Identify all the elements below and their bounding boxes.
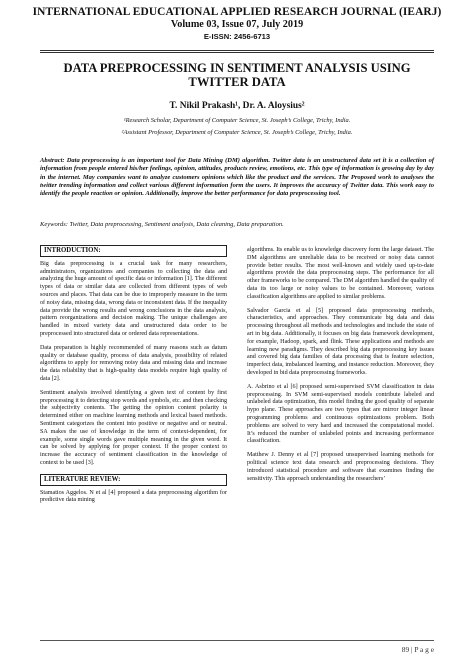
right-column: [247, 247, 434, 489]
paragraph: Data preparation is highly recommended of many reasons such as datum quality or database quality, process of data analysis, possibility of related algorithms to apply for removing noisy data and missing data and increase the data reliability that is high-quality data models require high quality of data [2].: [40, 344, 227, 382]
header-divider: [40, 50, 434, 51]
paragraph: Big data preprocessing is a crucial task for many researchers, administrators, organizations and companies to collecting the data and analyzing the huge amount of specific data or information [1]. The different types of data or similar data are collected from different types of web sources and places. That data can be due to improperly measure in the term of noisy data, missing data, wrong data or inconsistent data. If the inequality data provide the wrong results and wrong conclusions in the data analysis, pattern reorganizations and decision making. The unique challenges are handled in mixed variety data and unstructured data order to be preprocessed into structured data or ordered data representations.: [40, 260, 227, 337]
left-column: [40, 245, 227, 511]
paragraph: Sentiment analysis involved identifying a given text of content by first preprocessing it to detecting stop words and symbols, etc. and then checking the subjectivity contents. The getting the opinion content polarity is determined either on machine learning methods and lexical based methods. Sentiment categorizes the content into positive or negative and or neutral. SA makes the use of knowledge in the term of context-dependent, for example, some single words gave multiple meaning in the given word. It can be solved by applying for proper context. If the proper context to increase the accuracy of sentiment classification in the knowledge of context to be used [3].: [40, 389, 227, 466]
keywords: Keywords: Twitter, Data preprocessing, Sentiment analysis, Data cleaning, Data preparation.: [40, 221, 284, 228]
paragraph: Salvador Garcia et al [5] proposed data preprocessing methods, characteristics, and approaches. They communicate big data and data processing throughout all methods and technologies and include the state of art in big data. Additionally, it focuses on big data framework development, for example, Hadoop, spark, and flink. These applications and methods are learning new paradigms. They described big data preprocessing key issues and covered big data families of data processing that is feature selection, imperfect data, imbalanced learning, and instance reduction. Moreover, they developed in bid data preprocessing frameworks.: [247, 307, 434, 376]
literature-review-heading: LITERATURE REVIEW:: [40, 474, 227, 486]
paper-title: DATA PREPROCESSING IN SENTIMENT ANALYSIS USING TWITTER DATA: [63, 61, 411, 89]
journal-issue: Volume 03, Issue 07, July 2019: [170, 19, 304, 30]
paragraph: Matthew J. Denny et al [7] proposed unsupervised learning methods for political science text data research and preprocessing decisions. They introduced statistical procedure and software that examines finding the sensitivity. This approach understanding the researchers’: [247, 452, 434, 482]
paragraph: algorithms. Its enable us to knowledge discovery form the large dataset. The DM algorithms are unreliable data to be received or noisy data cannot provide better results. The most well-known and widely used up-to-date algorithms provide the data preprocessing steps. The performance for all other frameworks to be compared. The DM algorithm handled the quality of data its too large or noisy values to be contained. Moreover, various classification algorithms are applied to similar problems.: [247, 247, 434, 300]
paragraph: A. Asbrino et al [6] proposed semi-supervised SVM classification in data preprocessing. In SVM semi-supervised models contribute labeled and unlabeled data optimization, this model finding the good quality of separate hypo plane. These approaches are two types that are mirror integer linear programming problems and continuous optimizations problem. Both problems are solved to very hard and increased the computational model. It’s reduced the number of unlabeled points and increasing performance classification.: [247, 383, 434, 445]
journal-header: [0, 6, 474, 41]
affiliation-1: ¹Research Scholar, Department of Computer Science, St. Joseph’s College, Trichy, India.: [123, 117, 351, 124]
paper-authors: T. Nikil Prakash¹, Dr. A. Aloysius²: [169, 101, 305, 111]
abstract: Abstract: Data preprocessing is an important tool for Data Mining (DM) algorithm. Twitter data is an unstructured data set it is a collection of information from people entered his/her feelings, opinion, attitudes, products review, emotions, etc. This type of information is growing day by day in the internet. May companies want to analyze customers opinions which like the product and the services. The Proposed work to analyses the twitter trending information and collect various different information form the users. It improves the accuracy of Twitter data. This work easy to identify the people reaction or opinion. Additionally, improve the better performance for data preprocessing tool.: [40, 157, 434, 198]
journal-name: INTERNATIONAL EDUCATIONAL APPLIED RESEARCH JOURNAL (IEARJ): [32, 6, 442, 18]
introduction-heading: INTRODUCTION:: [40, 245, 227, 257]
header-divider-double: [40, 52, 434, 53]
page-number: 89 | P a g e: [401, 645, 434, 654]
affiliation-2: ²Assistant Professor, Department of Computer Science, St. Joseph’s College, Trichy, India.: [121, 129, 353, 136]
journal-issn: E-ISSN: 2456-6713: [203, 32, 271, 41]
footer-divider: [40, 640, 434, 641]
paragraph: Stamatios Aggelos. N et al [4] proposed a data preprocessing algorithm for predictive data mining: [40, 489, 227, 504]
